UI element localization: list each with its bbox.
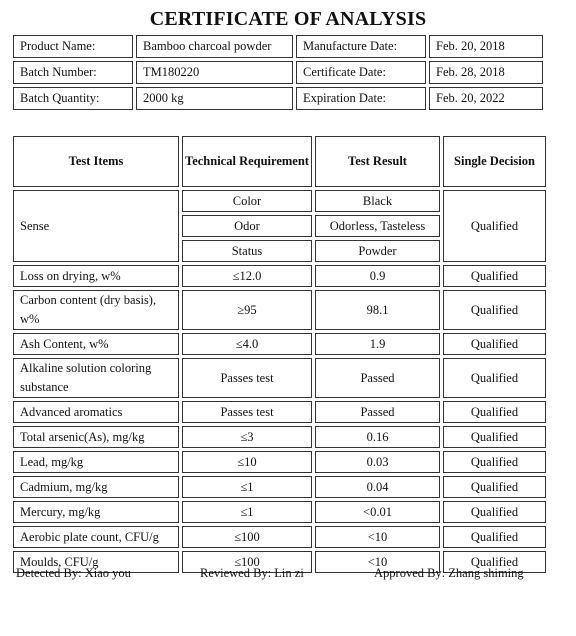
batch-quantity-label: Batch Quantity: <box>13 87 133 110</box>
row-decision: Qualified <box>443 358 546 398</box>
table-row <box>13 401 546 423</box>
row-requirement: Passes test <box>182 358 312 398</box>
row-result: <10 <box>315 526 440 548</box>
row-decision: Qualified <box>443 501 546 523</box>
row-decision: Qualified <box>443 426 546 448</box>
sense-odor-result: Odorless, Tasteless <box>315 215 440 237</box>
row-item: Alkaline solution coloring substance <box>13 358 179 398</box>
test-results-table <box>10 133 549 576</box>
row-requirement: ≤100 <box>182 551 312 573</box>
row-item: Moulds, CFU/g <box>13 551 179 573</box>
row-requirement: ≤12.0 <box>182 265 312 287</box>
table-row <box>13 501 546 523</box>
product-name-value: Bamboo charcoal powder <box>136 35 293 58</box>
certificate-date-label: Certificate Date: <box>296 61 426 84</box>
row-result: 0.04 <box>315 476 440 498</box>
row-item: Lead, mg/kg <box>13 451 179 473</box>
row-result: <10 <box>315 551 440 573</box>
row-item: Advanced aromatics <box>13 401 179 423</box>
row-item: Cadmium, mg/kg <box>13 476 179 498</box>
table-header-row <box>13 136 546 187</box>
row-requirement: ≥95 <box>182 290 312 330</box>
batch-number-label: Batch Number: <box>13 61 133 84</box>
table-row <box>13 265 546 287</box>
info-row <box>13 87 543 110</box>
reviewed-by: Reviewed By: Lin zi <box>200 566 304 580</box>
row-result: Passed <box>315 358 440 398</box>
sense-odor-requirement: Odor <box>182 215 312 237</box>
approved-by: Approved By: Zhang shiming <box>374 566 524 580</box>
expiration-date-label: Expiration Date: <box>296 87 426 110</box>
batch-number-value: TM180220 <box>136 61 293 84</box>
manufacture-date-label: Manufacture Date: <box>296 35 426 58</box>
sense-status-result: Powder <box>315 240 440 262</box>
table-row <box>13 426 546 448</box>
row-decision: Qualified <box>443 333 546 355</box>
document-title: CERTIFICATE OF ANALYSIS <box>149 8 427 30</box>
row-requirement: ≤1 <box>182 476 312 498</box>
row-item: Ash Content, w% <box>13 333 179 355</box>
row-item: Mercury, mg/kg <box>13 501 179 523</box>
sense-item: Sense <box>13 190 179 262</box>
info-row <box>13 61 543 84</box>
row-decision: Qualified <box>443 526 546 548</box>
row-item: Loss on drying, w% <box>13 265 179 287</box>
row-item: Carbon content (dry basis), w% <box>13 290 179 330</box>
row-decision: Qualified <box>443 551 546 573</box>
row-requirement: Passes test <box>182 401 312 423</box>
row-decision: Qualified <box>443 451 546 473</box>
row-decision: Qualified <box>443 476 546 498</box>
header-test-items: Test Items <box>13 136 179 187</box>
row-item: Total arsenic(As), mg/kg <box>13 426 179 448</box>
certificate-date-value: Feb. 28, 2018 <box>429 61 543 84</box>
row-result: 0.16 <box>315 426 440 448</box>
row-requirement: ≤1 <box>182 501 312 523</box>
table-row <box>13 476 546 498</box>
header-test-result: Test Result <box>315 136 440 187</box>
row-result: 0.9 <box>315 265 440 287</box>
row-result: 98.1 <box>315 290 440 330</box>
sense-color-result: Black <box>315 190 440 212</box>
sense-color-requirement: Color <box>182 190 312 212</box>
row-requirement: ≤4.0 <box>182 333 312 355</box>
row-result: Passed <box>315 401 440 423</box>
row-result: 1.9 <box>315 333 440 355</box>
product-name-label: Product Name: <box>13 35 133 58</box>
manufacture-date-value: Feb. 20, 2018 <box>429 35 543 58</box>
row-requirement: ≤100 <box>182 526 312 548</box>
table-row <box>13 190 546 212</box>
table-row <box>13 451 546 473</box>
table-row <box>13 526 546 548</box>
row-decision: Qualified <box>443 290 546 330</box>
header-technical-requirement: Technical Requirement <box>182 136 312 187</box>
row-decision: Qualified <box>443 265 546 287</box>
header-single-decision: Single Decision <box>443 136 546 187</box>
row-result: <0.01 <box>315 501 440 523</box>
sense-status-requirement: Status <box>182 240 312 262</box>
row-requirement: ≤3 <box>182 426 312 448</box>
batch-quantity-value: 2000 kg <box>136 87 293 110</box>
sense-decision: Qualified <box>443 190 546 262</box>
info-row <box>13 35 543 58</box>
row-result: 0.03 <box>315 451 440 473</box>
row-decision: Qualified <box>443 401 546 423</box>
row-item: Aerobic plate count, CFU/g <box>13 526 179 548</box>
table-row <box>13 358 546 398</box>
table-row <box>13 333 546 355</box>
row-requirement: ≤10 <box>182 451 312 473</box>
table-row <box>13 290 546 330</box>
product-info-table <box>10 32 546 113</box>
detected-by: Detected By: Xiao you <box>16 566 131 580</box>
expiration-date-value: Feb. 20, 2022 <box>429 87 543 110</box>
